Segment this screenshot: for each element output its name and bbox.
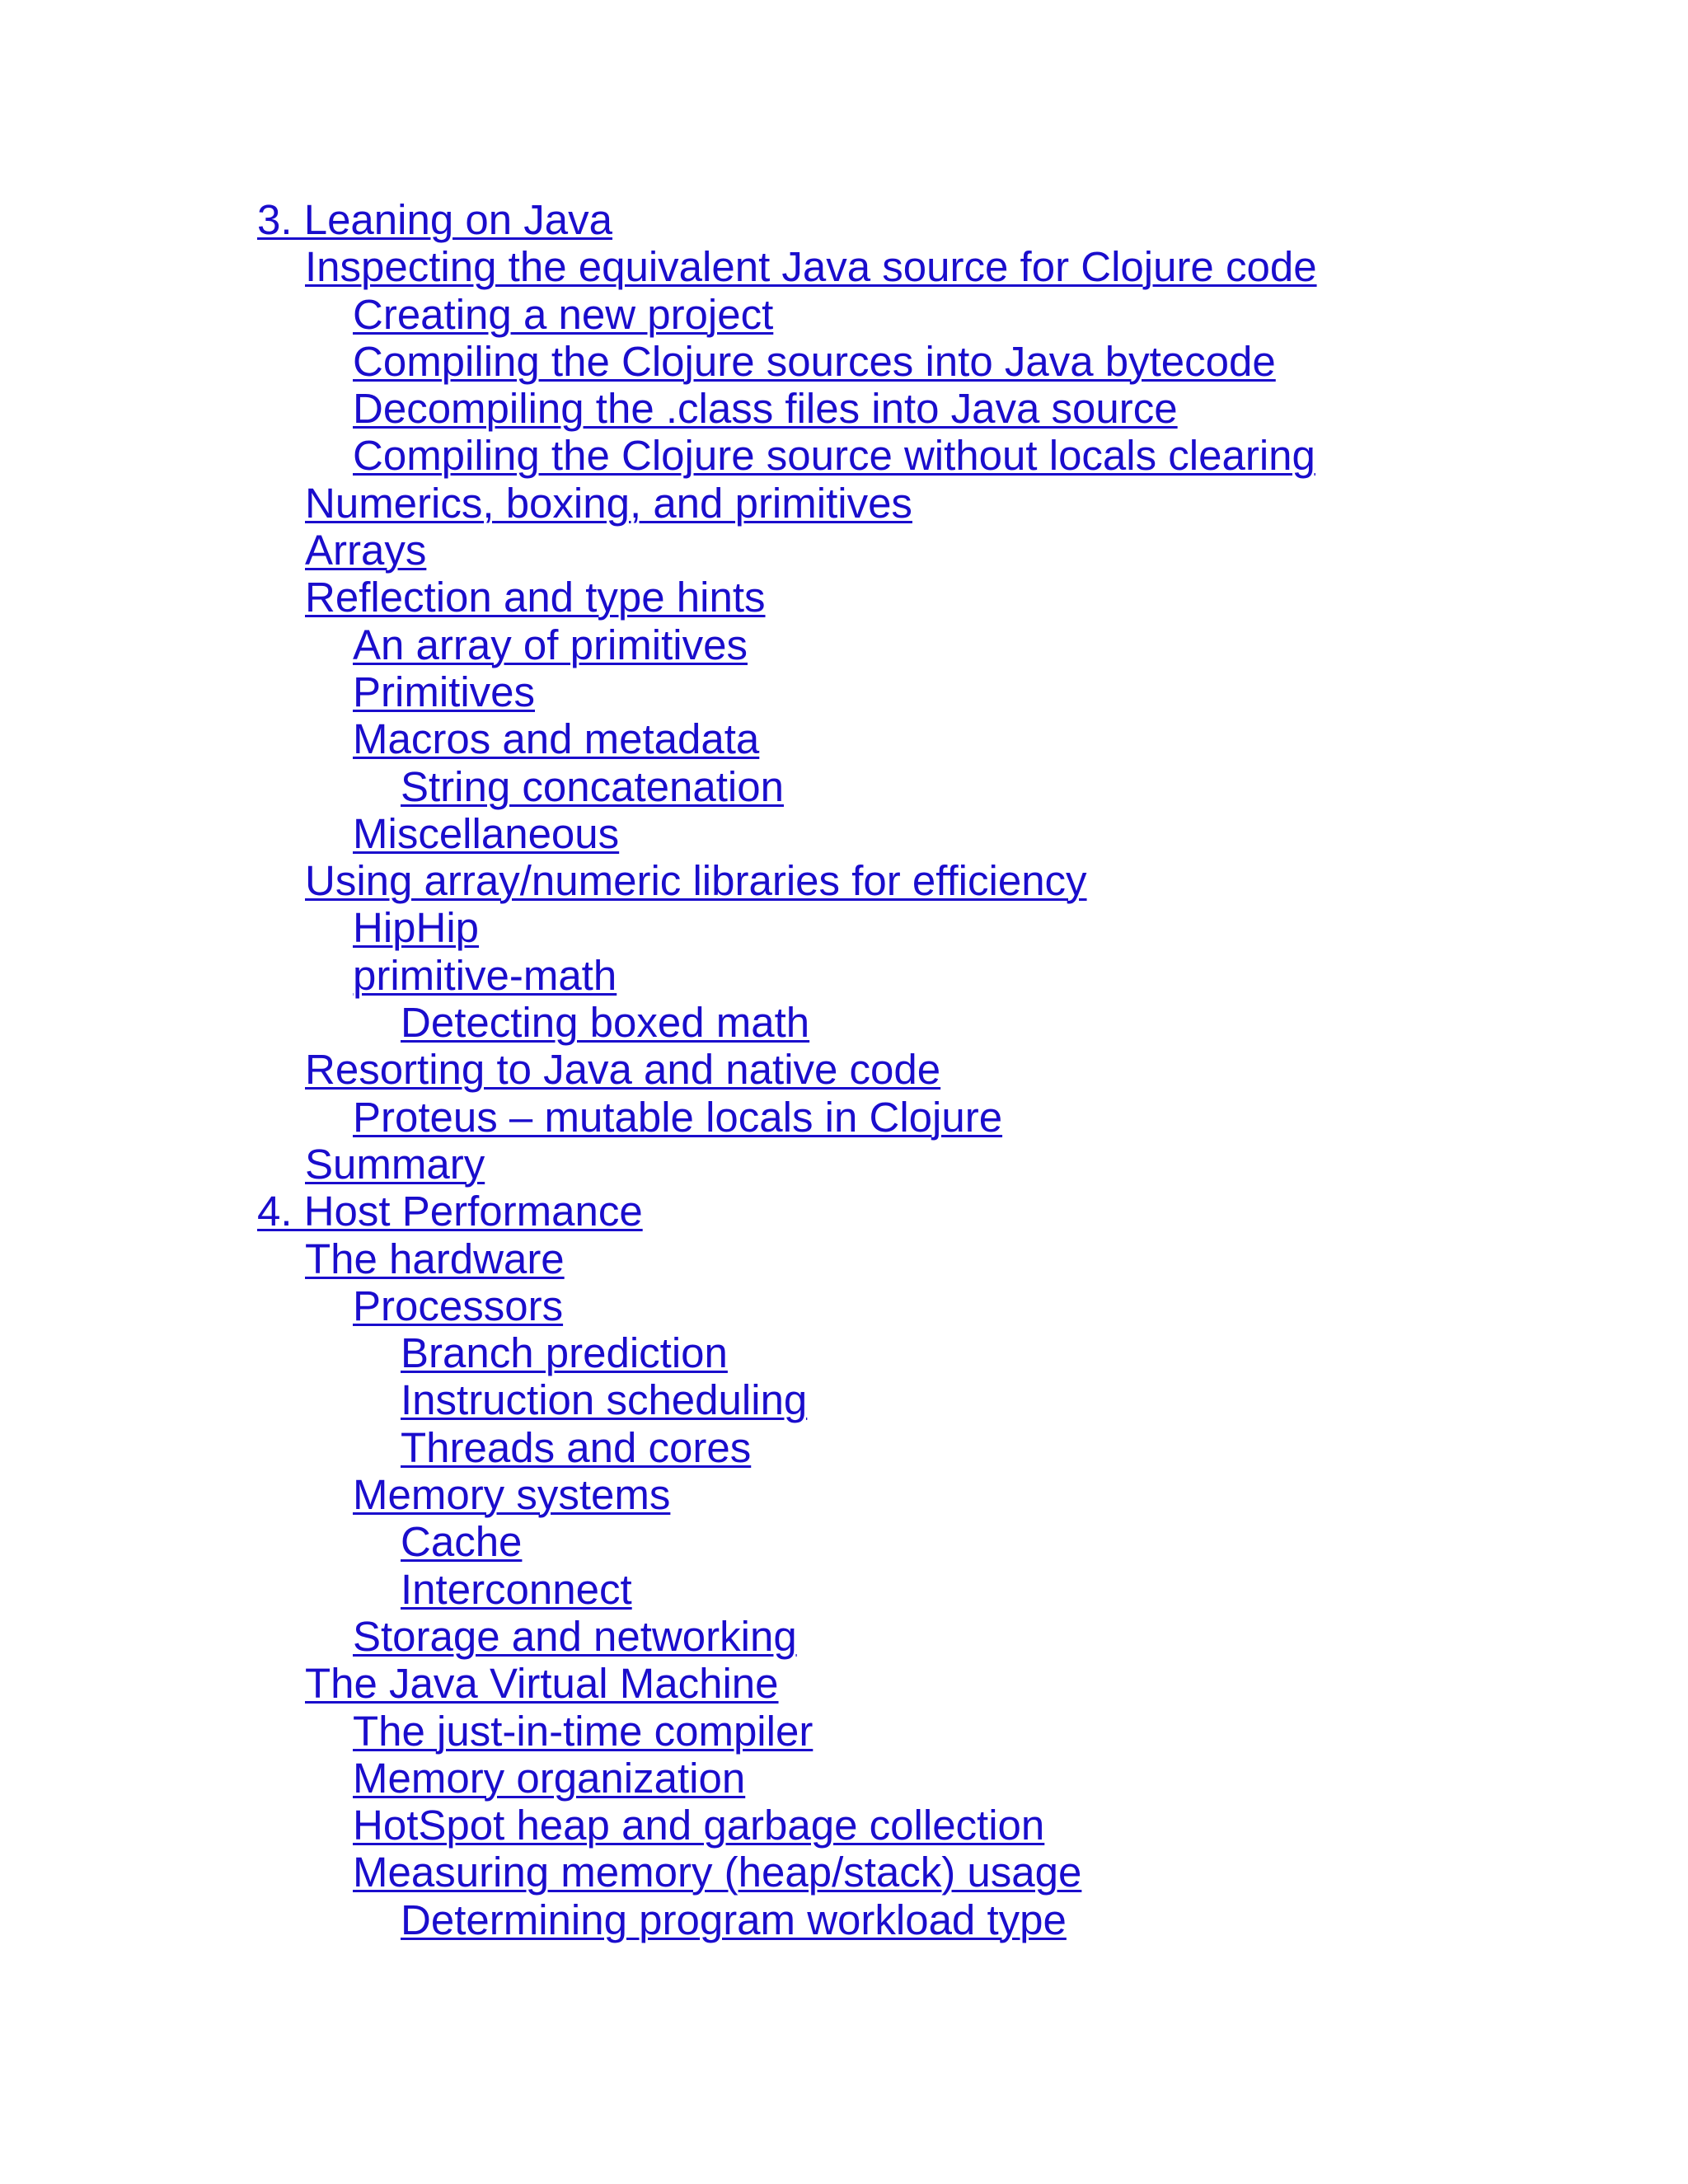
toc-link[interactable]: 3. Leaning on Java	[257, 196, 613, 243]
toc-item	[257, 1708, 1317, 1755]
toc-item	[257, 1896, 1317, 1943]
toc-link[interactable]: Threads and cores	[401, 1423, 752, 1471]
toc-link[interactable]: Miscellaneous	[353, 809, 620, 857]
toc-item	[257, 999, 1317, 1046]
toc-link[interactable]: Determining program workload type	[401, 1896, 1067, 1943]
toc-item	[257, 243, 1317, 290]
toc-link[interactable]: Numerics, boxing, and primitives	[305, 479, 912, 527]
toc-link[interactable]: Memory systems	[353, 1471, 671, 1519]
toc-link[interactable]: Detecting boxed math	[401, 999, 810, 1047]
toc-link[interactable]: Macros and metadata	[353, 715, 760, 763]
toc-link[interactable]: Compiling the Clojure source without locals clearing	[353, 432, 1315, 480]
toc-link[interactable]: Decompiling the .class files into Java source	[353, 385, 1178, 433]
toc-item	[257, 291, 1317, 338]
toc-item	[257, 715, 1317, 762]
toc-item	[257, 1094, 1317, 1141]
toc-link[interactable]: Compiling the Clojure sources into Java bytecode	[353, 337, 1276, 385]
toc-link[interactable]: The Java Virtual Machine	[305, 1660, 779, 1708]
toc-item	[257, 668, 1317, 715]
toc-item	[257, 1471, 1317, 1518]
toc-link[interactable]: Measuring memory (heap/stack) usage	[353, 1849, 1082, 1896]
toc-item	[257, 1376, 1317, 1423]
toc-item	[257, 1613, 1317, 1660]
toc-link[interactable]: Summary	[305, 1140, 485, 1188]
toc-item	[257, 480, 1317, 527]
toc-item	[257, 1755, 1317, 1802]
toc-item	[257, 432, 1317, 479]
toc-item	[257, 1329, 1317, 1376]
toc-item	[257, 1802, 1317, 1849]
toc-item	[257, 338, 1317, 385]
toc-link[interactable]: 4. Host Performance	[257, 1188, 643, 1235]
toc-item	[257, 810, 1317, 857]
toc-link[interactable]: Inspecting the equivalent Java source for Clojure code	[305, 243, 1317, 291]
toc-item	[257, 1424, 1317, 1471]
toc-item	[257, 196, 1317, 243]
toc-link[interactable]: Resorting to Java and native code	[305, 1046, 941, 1094]
toc-link[interactable]: Branch prediction	[401, 1329, 728, 1377]
toc-item	[257, 763, 1317, 810]
toc-item	[257, 385, 1317, 432]
toc-link[interactable]: Creating a new project	[353, 290, 774, 338]
toc-item	[257, 904, 1317, 951]
toc-item	[257, 1141, 1317, 1188]
toc-link[interactable]: Reflection and type hints	[305, 574, 766, 621]
toc-item	[257, 1849, 1317, 1896]
toc-item	[257, 1518, 1317, 1565]
toc-item	[257, 574, 1317, 621]
toc-item	[257, 1046, 1317, 1093]
toc-link[interactable]: Cache	[401, 1518, 523, 1566]
toc-item	[257, 952, 1317, 999]
toc-link[interactable]: HotSpot heap and garbage collection	[353, 1802, 1045, 1849]
toc-item	[257, 857, 1317, 904]
toc-item	[257, 1660, 1317, 1707]
toc-link[interactable]: Storage and networking	[353, 1612, 797, 1660]
toc-item	[257, 527, 1317, 574]
toc-link[interactable]: Instruction scheduling	[401, 1376, 808, 1424]
toc-item	[257, 1566, 1317, 1613]
table-of-contents	[257, 196, 1317, 1943]
toc-link[interactable]: Using array/numeric libraries for efficiency	[305, 857, 1087, 905]
toc-link[interactable]: String concatenation	[401, 762, 784, 810]
toc-item	[257, 1188, 1317, 1235]
toc-link[interactable]: The just-in-time compiler	[353, 1707, 814, 1755]
toc-link[interactable]: HipHip	[353, 904, 480, 952]
toc-item	[257, 1282, 1317, 1329]
toc-link[interactable]: The hardware	[305, 1235, 565, 1282]
toc-link[interactable]: Arrays	[305, 527, 427, 574]
toc-link[interactable]: Primitives	[353, 668, 536, 715]
toc-link[interactable]: Proteus – mutable locals in Clojure	[353, 1093, 1003, 1141]
toc-item	[257, 621, 1317, 668]
toc-item	[257, 1235, 1317, 1282]
toc-link[interactable]: Processors	[353, 1282, 564, 1329]
toc-link[interactable]: Interconnect	[401, 1565, 632, 1613]
toc-link[interactable]: primitive-math	[353, 951, 617, 999]
toc-link[interactable]: Memory organization	[353, 1754, 746, 1802]
toc-link[interactable]: An array of primitives	[353, 621, 748, 668]
